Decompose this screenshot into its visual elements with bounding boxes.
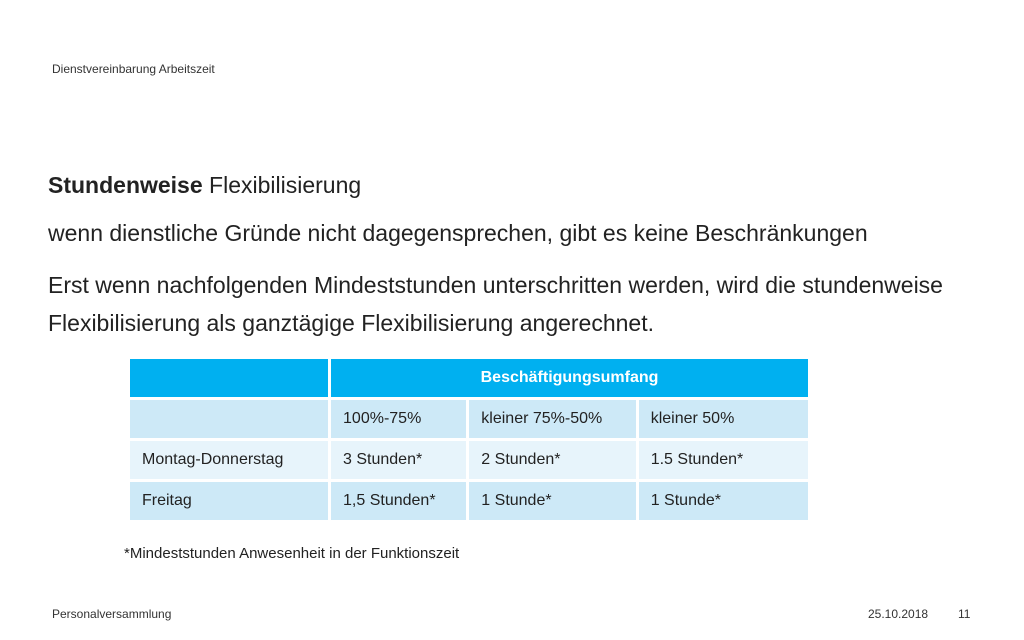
table-cell: 2 Stunden* — [469, 441, 635, 479]
table-empty-cell — [130, 400, 328, 438]
table-group-header-row — [130, 359, 808, 397]
table-column-header: kleiner 75%-50% — [469, 400, 635, 438]
table-row — [130, 441, 808, 479]
table-cell: 1 Stunde* — [639, 482, 808, 520]
table-row-label: Montag-Donnerstag — [130, 441, 328, 479]
title-rest: Flexibilisierung — [202, 172, 362, 198]
table-cell: 1 Stunde* — [469, 482, 635, 520]
header-label: Dienstvereinbarung Arbeitszeit — [52, 62, 215, 76]
table-cell: 1,5 Stunden* — [331, 482, 466, 520]
table-column-header-row — [130, 400, 808, 438]
hours-table — [127, 356, 811, 523]
table-cell: 1.5 Stunden* — [639, 441, 808, 479]
table-group-header: Beschäftigungsumfang — [331, 359, 808, 397]
body-line: wenn dienstliche Gründe nicht dagegensprechen, gibt es keine Beschränkungen — [48, 220, 868, 246]
table-corner-cell — [130, 359, 328, 397]
table-row-label: Freitag — [130, 482, 328, 520]
table-footnote: *Mindeststunden Anwesenheit in der Funktionszeit — [124, 545, 460, 562]
page-number: 11 — [958, 607, 971, 621]
footer-label: Personalversammlung — [52, 607, 172, 621]
table-cell: 3 Stunden* — [331, 441, 466, 479]
body-paragraph: Erst wenn nachfolgenden Mindeststunden unterschritten werden, wird die stundenweise Flexibilisierung als ganztägige Flexibilisierung angerechnet. — [48, 272, 943, 336]
title-bold: Stundenweise — [48, 172, 203, 198]
table-row — [130, 482, 808, 520]
table-column-header: kleiner 50% — [639, 400, 808, 438]
slide-title — [48, 172, 361, 199]
footer-date: 25.10.2018 — [868, 607, 929, 621]
table-column-header: 100%-75% — [331, 400, 466, 438]
